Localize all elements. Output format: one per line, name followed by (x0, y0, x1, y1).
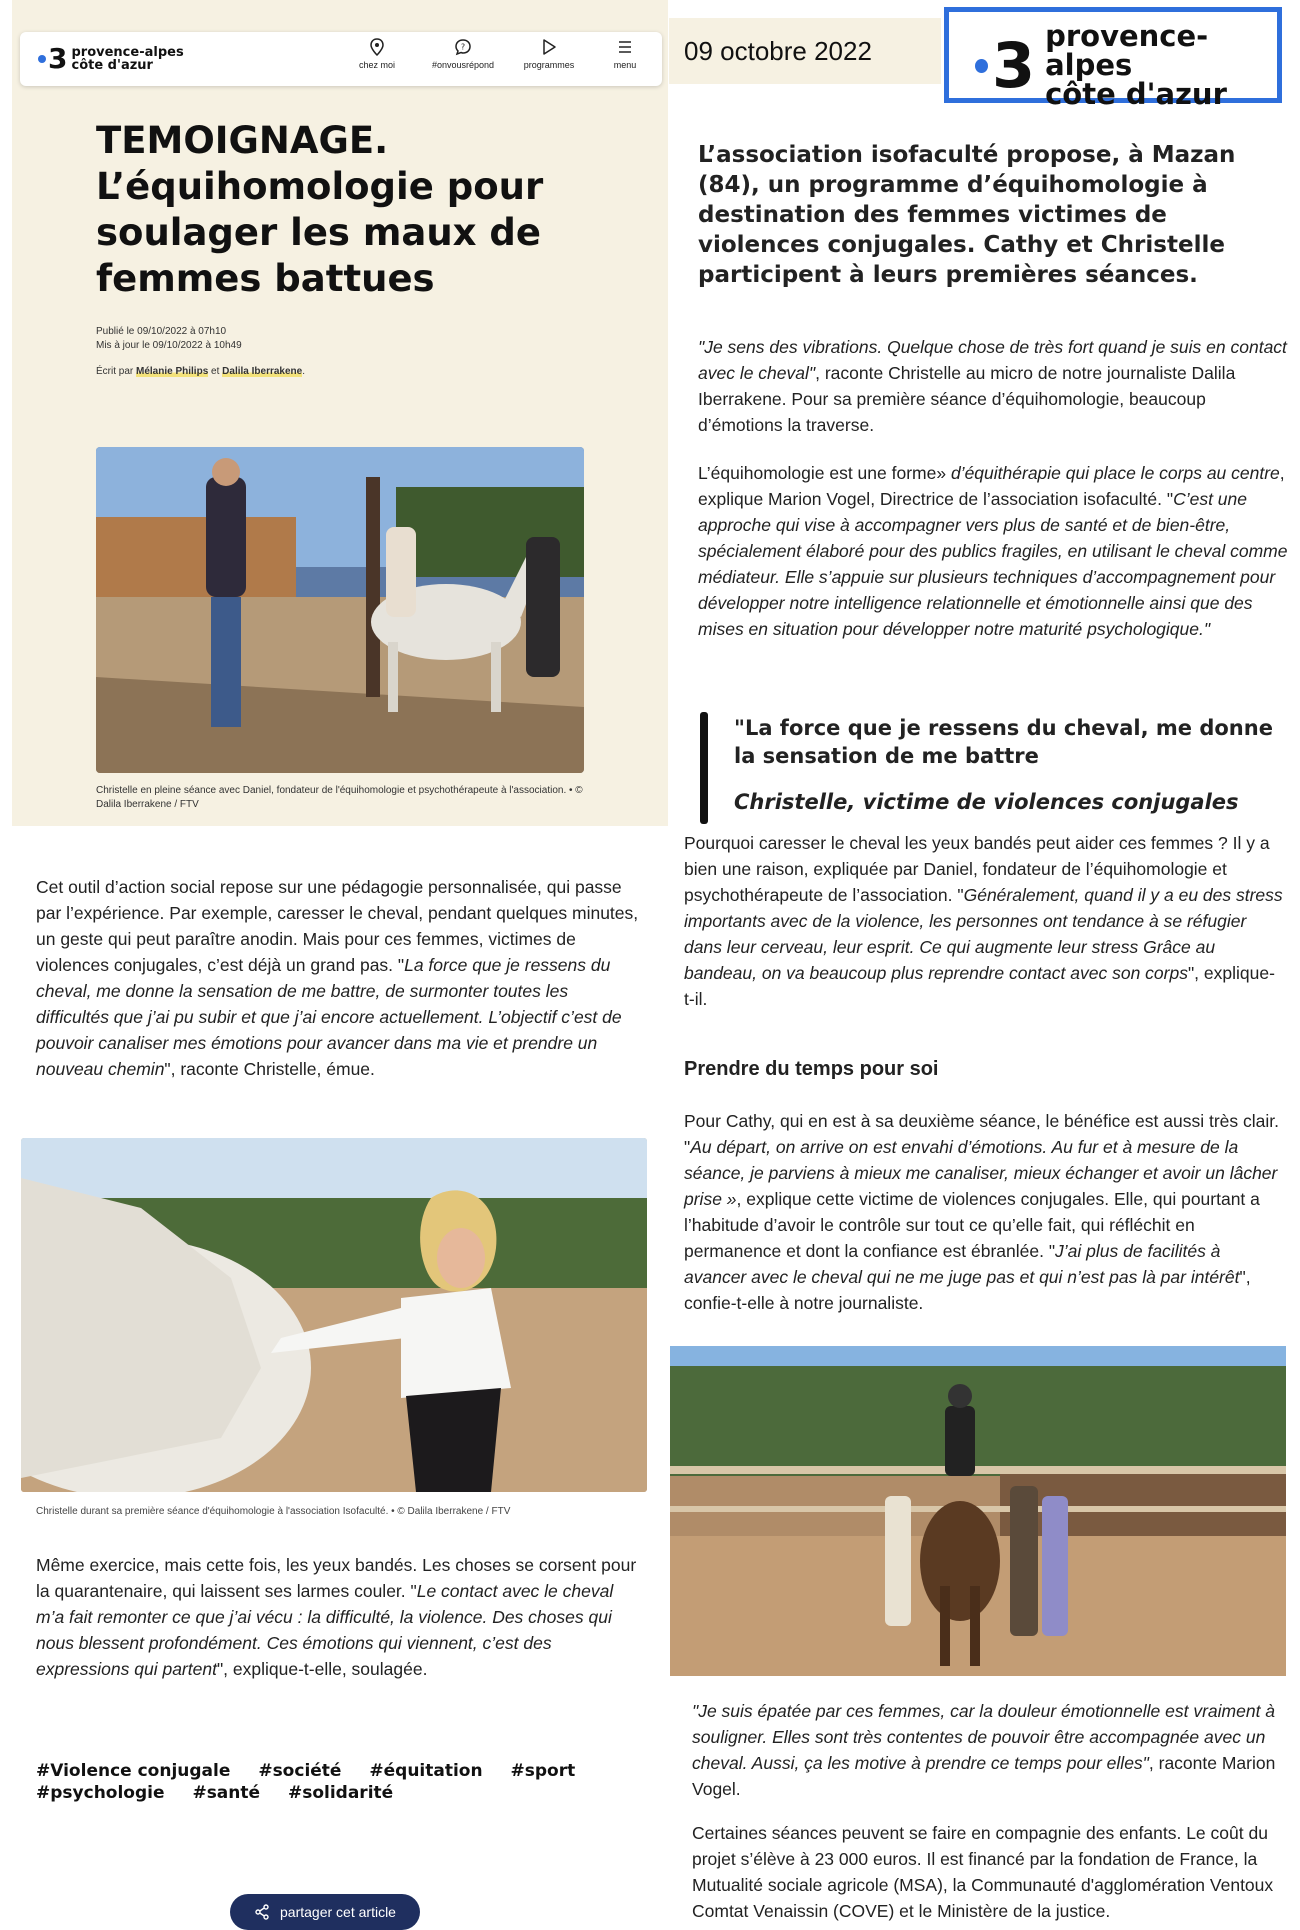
text-span: , raconte Christelle au micro de notre journaliste Dalila Iberrakene. Pour sa première séance d’équihomologie, beaucoup d’émotions la traverse. (698, 363, 1236, 435)
tag-solidarite[interactable]: #solidarité (287, 1783, 394, 1803)
article-headline: TEMOIGNAGE. L’équihomologie pour soulager les maux de femmes battues (96, 119, 544, 300)
photo-horse-session-illustration (96, 447, 584, 773)
channel-logo-box (944, 7, 1282, 111)
play-icon (541, 38, 557, 56)
text-span: ", explique-t-elle, soulagée. (216, 1659, 428, 1679)
text-span: , explique cette victime de violences conjugales. Elle, qui pourtant a l’habitude d’avoir le contrôle sur tout ce qu’elle fait, qui réfléchit en permanence et dont la confiance est ébranlée. " (684, 1189, 1260, 1261)
pull-quote: "La force que je ressens du cheval, me donne la sensation de me battre (734, 716, 1273, 768)
article-paragraph (36, 1552, 640, 1682)
logo-line1: provence-alpes (71, 44, 184, 60)
quote-span: "Je suis épatée par ces femmes, car la douleur émotionnelle est vraiment à souligner. Elles sont très contentes de pouvoir être accompagnée avec un cheval. Aussi, ça les motive à prendre ce temps pour elles" (692, 1701, 1276, 1773)
article-paragraph (684, 830, 1284, 1012)
author-end: . (302, 366, 305, 377)
quote-span: La force que je ressens du cheval, me donne la sensation de me battre, de surmonter toutes les difficultés que j’ai pu subir et que j’ai encore actuellement. L’objectif c’est de pouvoir canaliser mes émotions pour avancer dans ma vie et prendre un nouveau chemin (36, 955, 622, 1079)
tag-label: solidarité (302, 1783, 394, 1803)
author-link-1[interactable]: Mélanie Philips (136, 366, 209, 377)
logo-line1: provence-alpes (1045, 19, 1209, 82)
article-paragraph: Certaines séances peuvent se faire en compagnie des enfants. Le coût du projet s’élève à 23 000 euros. Il est financé par la fondation de France, la Mutualité sociale agricole (MSA), la Communauté d'agglomération Ventoux Comtat Venaissin (COVE) et le Ministère de la justice. (692, 1823, 1274, 1921)
article-paragraph (36, 874, 640, 1082)
text-span: L’équihomologie est une forme» (698, 463, 951, 483)
author-line (96, 366, 305, 377)
tag-list (36, 1760, 636, 1804)
text-span: , raconte Marion Vogel. (692, 1753, 1276, 1799)
logo-line2: côte d'azur (71, 57, 153, 73)
published-date: Publié le 09/10/2022 à 07h10 (96, 326, 227, 337)
photo-caption-2: Christelle durant sa première séance d'équihomologie à l'association Isofaculté. • © Dalila Iberrakene / FTV (36, 1506, 511, 1517)
article-date: 09 octobre 2022 (684, 36, 872, 66)
tag-label: Violence conjugale (50, 1761, 231, 1781)
article-photo-3 (670, 1346, 1286, 1676)
tag-label: société (272, 1761, 342, 1781)
quote-span: Généralement, quand il y a eu des stress importants avec de la violence, les personnes ont tendance à se réfugier dans leur cerveau, leur esprit. Ce qui augmente leur stress Grâce au bandeau, on va beaucoup plus reprendre contact avec son corps (684, 885, 1283, 983)
svg-text:?: ? (460, 42, 466, 52)
logo-dot-icon (975, 59, 988, 73)
tag-psychologie[interactable]: #psychologie (36, 1783, 165, 1803)
author-link-2[interactable]: Dalila Iberrakene (222, 366, 303, 377)
text-span: , explique Marion Vogel, Directrice de l’association isofaculté. " (698, 463, 1285, 509)
tag-label: sport (524, 1761, 576, 1781)
tag-sante[interactable]: #santé (192, 1783, 261, 1803)
chat-question-icon (454, 38, 472, 56)
text-span: Même exercice, mais cette fois, les yeux bandés. Les choses se corsent pour la quarantenaire, qui laissent ses larmes couler. " (36, 1555, 637, 1601)
logo-line2: côte d'azur (1045, 77, 1227, 111)
article-paragraph (698, 460, 1290, 642)
nav-label: chez moi (358, 60, 395, 70)
article-lead: L’association isofaculté propose, à Mazan (84), un programme d’équihomologie à destination des femmes victimes de violences conjugales. Cathy et Christelle participent à leurs premières séances. (698, 142, 1236, 288)
tag-sport[interactable]: #sport (510, 1761, 576, 1781)
tag-societe[interactable]: #société (258, 1761, 342, 1781)
location-pin-icon (369, 38, 385, 56)
nav-label: #onvousrépond (431, 60, 495, 70)
nav-label: programmes (523, 60, 575, 70)
nav-onvousrepond[interactable] (428, 38, 498, 70)
quote-span: Au départ, on arrive on est envahi d’émotions. Au fur et à mesure de la séance, je parviens à mieux me canaliser, mieux échanger et avoir un lâcher prise » (684, 1137, 1278, 1209)
nav-menu[interactable] (590, 38, 660, 70)
section-heading: Prendre du temps pour soi (684, 1058, 939, 1080)
quote-span: "Je sens des vibrations. Quelque chose de très fort quand je suis en contact avec le cheval" (698, 337, 1287, 383)
hamburger-menu-icon (617, 38, 633, 56)
tag-label: psychologie (50, 1783, 165, 1803)
text-span: ", raconte Christelle, émue. (164, 1059, 375, 1079)
logo-text (71, 46, 183, 72)
pull-quote-bar (700, 712, 708, 824)
quote-span: Le contact avec le cheval m’a fait remonter ce que j’ai vécu : la difficulté, la violence. Des choses qui nous blessent profondément. Ces émotions qui viennent, c’est des expressions qui partent (36, 1581, 614, 1679)
article-paragraph (698, 334, 1288, 438)
text-span: Cet outil d’action social repose sur une pédagogie personnalisée, qui passe par l’expérience. Par exemple, caresser le cheval, pendant quelques minutes, un geste qui peut paraître anodin. Mais pour ces femmes, victimes de violences conjugales, c’est déjà un grand pas. " (36, 877, 639, 975)
article-paragraph (692, 1698, 1278, 1802)
site-header-bar (20, 32, 662, 86)
article-photo-1 (96, 447, 584, 773)
article-paragraph (684, 1108, 1284, 1316)
author-prefix: Écrit par (96, 366, 134, 377)
text-span: ", confie-t-elle à notre journaliste. (684, 1267, 1251, 1313)
text-span: Pour Cathy, qui en est à sa deuxième séance, le bénéfice est aussi très clair. " (684, 1111, 1279, 1157)
quote-span: d’équithérapie qui place le corps au centre (950, 463, 1280, 483)
photo-woman-touching-horse-illustration (21, 1138, 647, 1492)
photo-woman-standing-on-horse-illustration (670, 1346, 1286, 1676)
logo-text (1045, 19, 1277, 111)
channel-logo (975, 19, 1277, 111)
pull-quote-author: Christelle, victime de violences conjugales (734, 790, 1239, 814)
logo-number: 3 (48, 42, 68, 75)
nav-label: menu (613, 60, 637, 70)
site-logo[interactable] (38, 42, 184, 75)
article-photo-2 (21, 1138, 647, 1492)
tag-label: santé (206, 1783, 261, 1803)
photo-caption-1: Christelle en pleine séance avec Daniel, fondateur de l'équihomologie et psychothérapeute à l'association. • © Dalila Iberrakene / FTV (96, 785, 583, 810)
nav-chez-moi[interactable] (342, 38, 412, 70)
text-span: Pourquoi caresser le cheval les yeux bandés peut aider ces femmes ? Il y a bien une raison, expliquée par Daniel, fondateur de l’équihomologie et psychothérapeute de l’association. " (684, 833, 1270, 905)
quote-span: C’est une approche qui vise à accompagner vers plus de santé et de bien-être, spécialement élaboré pour des publics fragiles, en utilisant le cheval comme médiateur. Elle s’appuie sur plusieurs techniques d’accompagnement pour développer notre intelligence relationnelle et émotionnelle ainsi que des mises en situation pour développer notre maturité psychologique." (698, 489, 1288, 639)
quote-span: J’ai plus de facilités à avancer avec le cheval qui ne me juge pas et qui n’est pas là par intérêt (684, 1241, 1240, 1287)
tag-label: équitation (383, 1761, 483, 1781)
nav-programmes[interactable] (514, 38, 584, 70)
share-article-button[interactable] (230, 1894, 420, 1930)
tag-violence-conjugale[interactable]: #Violence conjugale (36, 1761, 231, 1781)
share-label: partager cet article (280, 1904, 396, 1920)
updated-date: Mis à jour le 09/10/2022 à 10h49 (96, 340, 242, 351)
text-span: ", explique-t-il. (684, 963, 1275, 1009)
logo-number: 3 (991, 29, 1036, 102)
share-icon (254, 1904, 270, 1920)
author-separator: et (211, 366, 220, 377)
logo-dot-icon (38, 55, 46, 63)
tag-equitation[interactable]: #équitation (369, 1761, 483, 1781)
